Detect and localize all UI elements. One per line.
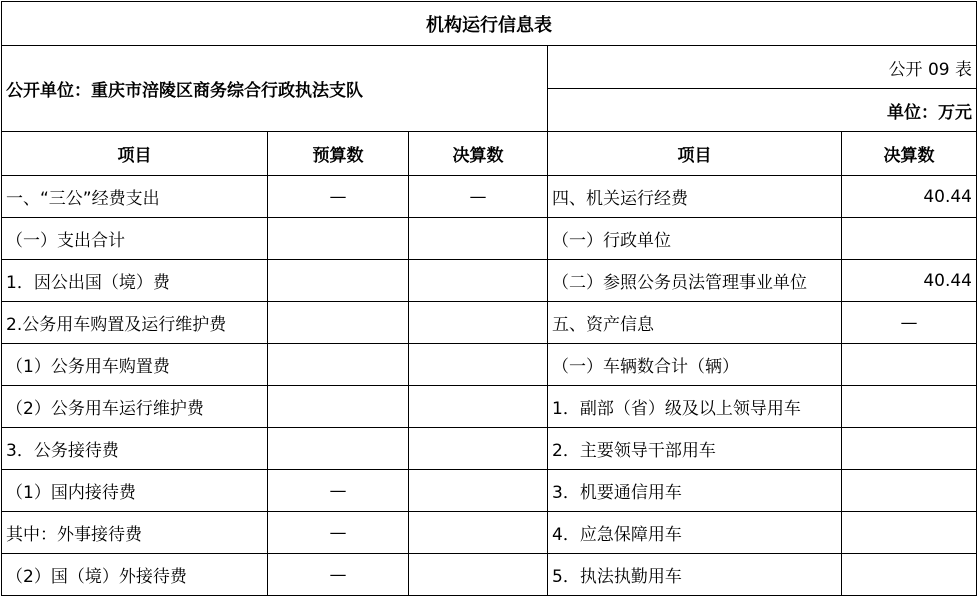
row-final xyxy=(409,260,548,302)
table-row xyxy=(2,386,977,428)
row-final: — xyxy=(409,176,548,218)
header-left-item: 项目 xyxy=(2,132,268,176)
row-left-item: 1．因公出国（境）费 xyxy=(2,260,268,302)
table-row xyxy=(2,470,977,512)
row-left-item: （2）公务用车运行维护费 xyxy=(2,386,268,428)
row-right-item: （二）参照公务员法管理事业单位 xyxy=(548,260,842,302)
table-body xyxy=(2,176,977,596)
row-left-item: 2.公务用车购置及运行维护费 xyxy=(2,302,268,344)
row-left-item: （一）支出合计 xyxy=(2,218,268,260)
row-right-value xyxy=(842,428,977,470)
publishing-unit: 公开单位：重庆市涪陵区商务综合行政执法支队 xyxy=(2,46,548,132)
header-right-item: 项目 xyxy=(548,132,842,176)
row-right-value xyxy=(842,218,977,260)
table-row xyxy=(2,512,977,554)
currency-unit: 单位：万元 xyxy=(548,89,977,132)
row-left-item: （1）公务用车购置费 xyxy=(2,344,268,386)
row-right-value xyxy=(842,386,977,428)
header-final-left: 决算数 xyxy=(409,132,548,176)
table-row xyxy=(2,428,977,470)
row-right-value: 40.44 xyxy=(842,260,977,302)
row-budget xyxy=(268,302,409,344)
row-left-item: 一、“三公”经费支出 xyxy=(2,176,268,218)
row-final xyxy=(409,218,548,260)
row-budget: — xyxy=(268,470,409,512)
row-final xyxy=(409,302,548,344)
row-right-item: 1．副部（省）级及以上领导用车 xyxy=(548,386,842,428)
row-budget xyxy=(268,260,409,302)
row-right-value xyxy=(842,512,977,554)
row-budget xyxy=(268,218,409,260)
row-left-item: （1）国内接待费 xyxy=(2,470,268,512)
row-left-item: （2）国（境）外接待费 xyxy=(2,554,268,596)
table-row xyxy=(2,176,977,218)
row-left-item: 其中：外事接待费 xyxy=(2,512,268,554)
row-right-item: 4．应急保障用车 xyxy=(548,512,842,554)
institution-operation-table xyxy=(1,1,977,596)
row-final xyxy=(409,512,548,554)
row-right-item: 2．主要领导干部用车 xyxy=(548,428,842,470)
row-right-value xyxy=(842,554,977,596)
row-final xyxy=(409,344,548,386)
row-budget xyxy=(268,344,409,386)
row-final xyxy=(409,470,548,512)
row-final xyxy=(409,554,548,596)
row-right-value: — xyxy=(842,302,977,344)
row-right-value xyxy=(842,470,977,512)
table-row xyxy=(2,218,977,260)
row-right-value xyxy=(842,344,977,386)
row-right-item: （一）车辆数合计（辆） xyxy=(548,344,842,386)
header-budget: 预算数 xyxy=(268,132,409,176)
row-right-item: 五、资产信息 xyxy=(548,302,842,344)
row-budget: — xyxy=(268,512,409,554)
row-right-item: 四、机关运行经费 xyxy=(548,176,842,218)
row-budget xyxy=(268,428,409,470)
header-final-right: 决算数 xyxy=(842,132,977,176)
row-final xyxy=(409,386,548,428)
row-right-item: 3．机要通信用车 xyxy=(548,470,842,512)
table-row xyxy=(2,302,977,344)
row-right-item: （一）行政单位 xyxy=(548,218,842,260)
table-row xyxy=(2,554,977,596)
row-right-item: 5．执法执勤用车 xyxy=(548,554,842,596)
row-final xyxy=(409,428,548,470)
row-left-item: 3．公务接待费 xyxy=(2,428,268,470)
header-row xyxy=(2,132,977,176)
row-budget xyxy=(268,386,409,428)
table-row xyxy=(2,344,977,386)
form-code: 公开 09 表 xyxy=(548,46,977,89)
row-budget: — xyxy=(268,176,409,218)
table-row xyxy=(2,260,977,302)
table-title: 机构运行信息表 xyxy=(2,2,977,46)
row-right-value: 40.44 xyxy=(842,176,977,218)
row-budget: — xyxy=(268,554,409,596)
